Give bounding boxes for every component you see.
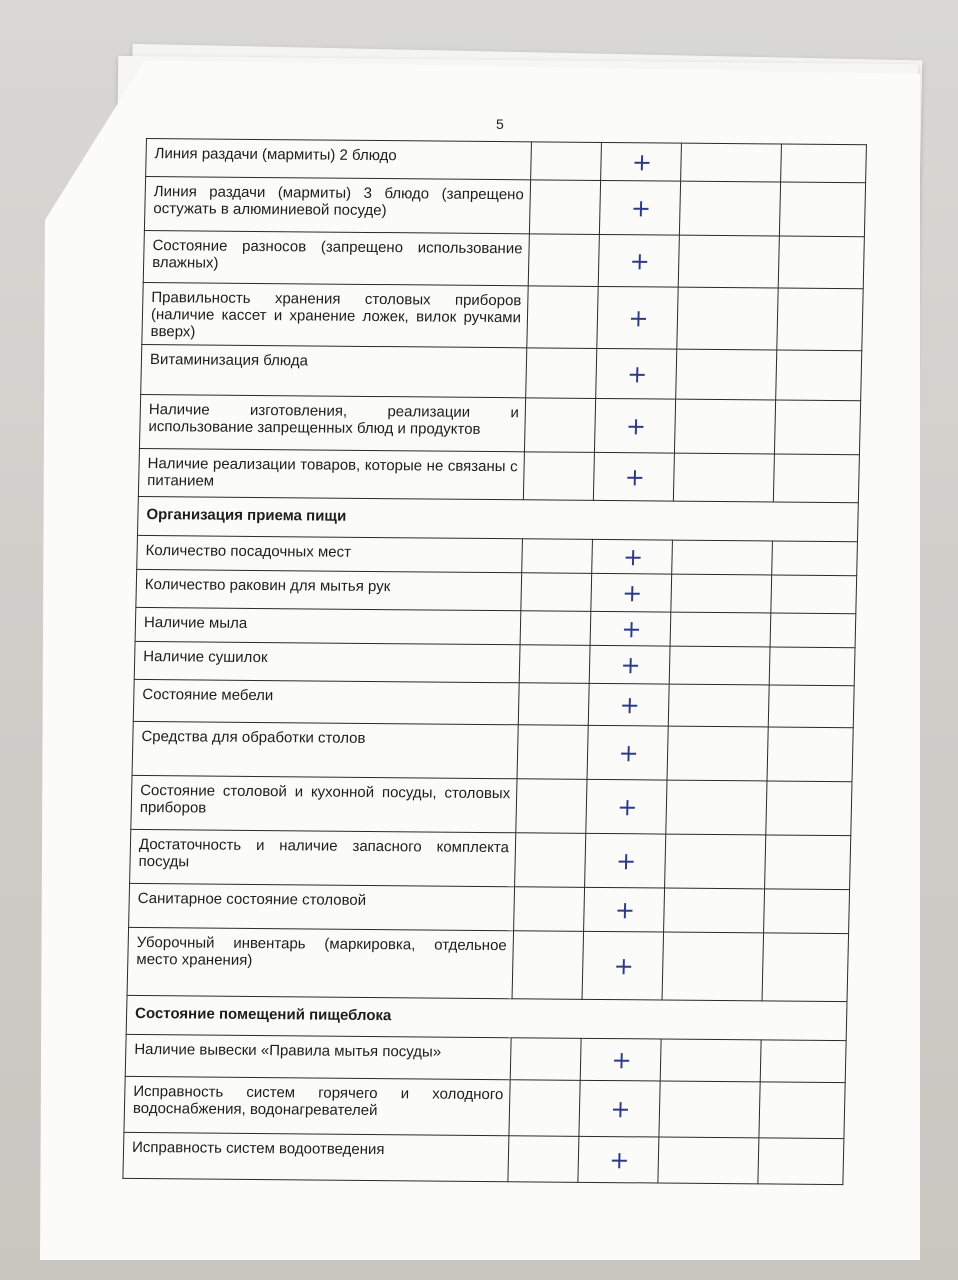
table-row [146, 139, 867, 183]
criterion-label: Состояние мебели [133, 679, 519, 724]
handwritten-plus-mark: + [598, 234, 679, 287]
empty-cell [528, 234, 599, 287]
criterion-label: Витаминизация блюда [141, 344, 527, 397]
empty-cell [768, 685, 854, 728]
empty-cell [524, 398, 595, 453]
empty-cell [779, 182, 865, 237]
empty-cell [777, 288, 863, 351]
empty-cell [527, 286, 598, 349]
empty-cell [766, 781, 852, 836]
empty-cell [681, 143, 782, 182]
empty-cell [522, 539, 593, 574]
empty-cell [523, 452, 594, 501]
criterion-label: Количество раковин для мытья рук [136, 569, 522, 610]
handwritten-plus-mark: + [601, 142, 682, 181]
section-heading: Состояние помещений пищеблока [126, 995, 847, 1040]
criterion-label: Линия раздачи (мармиты) 3 блюдо (запрещено остужать в алюминиевой посуде) [144, 176, 530, 233]
table-row [134, 641, 855, 685]
checklist-table [122, 138, 867, 1185]
section-heading: Организация приема пищи [137, 496, 858, 541]
empty-cell [519, 645, 590, 684]
table-row [139, 394, 860, 454]
empty-cell [516, 779, 587, 834]
empty-cell [778, 236, 864, 289]
handwritten-plus-mark: + [589, 645, 670, 684]
criterion-label: Средства для обработки столов [132, 721, 518, 778]
empty-cell [760, 1040, 846, 1083]
empty-cell [679, 181, 780, 236]
criterion-label: Правильность хранения столовых приборов (наличие кассет и хранение ложек, вилок ручками вверх) [142, 282, 528, 347]
empty-cell [510, 1038, 581, 1081]
empty-cell [764, 889, 850, 934]
empty-cell [759, 1082, 845, 1139]
empty-cell [521, 573, 592, 612]
criterion-label: Наличие вывески «Правила мытья посуды» [125, 1034, 511, 1079]
empty-cell [676, 349, 777, 400]
handwritten-plus-mark: + [593, 452, 674, 501]
empty-cell [515, 833, 586, 888]
empty-cell [518, 683, 589, 726]
handwritten-plus-mark: + [594, 398, 675, 453]
section-row [126, 995, 847, 1040]
empty-cell [670, 612, 771, 647]
table-row [123, 1132, 844, 1184]
table-row [131, 775, 852, 835]
empty-cell [667, 726, 768, 781]
criterion-label: Состояние разносов (запрещено использование влажных) [143, 230, 529, 285]
handwritten-plus-mark: + [587, 725, 668, 780]
empty-cell [762, 933, 849, 1002]
empty-cell [776, 350, 862, 401]
empty-cell [531, 142, 602, 181]
table-row [127, 927, 849, 1001]
empty-cell [673, 453, 774, 502]
empty-cell [660, 1039, 761, 1082]
empty-cell [664, 888, 765, 933]
empty-cell [669, 646, 770, 685]
criterion-label: Исправность систем водоотведения [123, 1132, 509, 1181]
empty-cell [674, 399, 775, 454]
empty-cell [659, 1081, 760, 1138]
empty-cell [772, 541, 858, 576]
table-row [138, 448, 859, 502]
table-row [132, 721, 853, 781]
empty-cell [767, 727, 853, 782]
table-row [142, 282, 863, 350]
empty-cell [526, 348, 597, 399]
table-row [136, 569, 857, 613]
handwritten-plus-mark: + [588, 683, 669, 726]
empty-cell [758, 1138, 844, 1185]
empty-cell [658, 1137, 759, 1184]
empty-cell [765, 835, 851, 890]
empty-cell [512, 931, 584, 1000]
empty-cell [517, 725, 588, 780]
criterion-label: Состояние столовой и кухонной посуды, столовых приборов [131, 775, 517, 832]
empty-cell [773, 454, 859, 503]
handwritten-plus-mark: + [596, 348, 677, 399]
table-row [141, 344, 862, 400]
empty-cell [770, 613, 856, 648]
criterion-label: Санитарное состояние столовой [129, 883, 515, 930]
table-row [130, 829, 851, 889]
criterion-label: Наличие сушилок [134, 641, 520, 682]
criterion-label: Наличие реализации товаров, которые не связаны с питанием [138, 448, 524, 499]
handwritten-plus-mark: + [592, 539, 673, 574]
empty-cell [509, 1080, 580, 1137]
criterion-label: Наличие мыла [135, 607, 521, 644]
criterion-label: Количество посадочных мест [137, 535, 523, 572]
table-row [125, 1034, 846, 1082]
handwritten-plus-mark: + [582, 931, 664, 1000]
checklist-table-wrapper [122, 138, 910, 1186]
criterion-label: Наличие изготовления, реализации и использование запрещенных блюд и продуктов [139, 394, 525, 451]
section-row [137, 496, 858, 541]
handwritten-plus-mark: + [580, 1038, 661, 1081]
table-row [143, 230, 864, 288]
empty-cell [677, 287, 778, 350]
handwritten-plus-mark: + [591, 573, 672, 612]
table-row [144, 176, 865, 236]
empty-cell [520, 611, 591, 646]
empty-cell [781, 144, 867, 183]
empty-cell [668, 684, 769, 727]
empty-cell [662, 932, 764, 1001]
handwritten-plus-mark: + [579, 1080, 660, 1137]
table-row [133, 679, 854, 727]
handwritten-plus-mark: + [597, 286, 678, 349]
table-row [124, 1076, 845, 1138]
empty-cell [771, 575, 857, 614]
empty-cell [508, 1136, 579, 1183]
empty-cell [671, 574, 772, 613]
empty-cell [678, 235, 779, 288]
handwritten-plus-mark: + [585, 833, 666, 888]
criterion-label: Достаточность и наличие запасного комплекта посуды [130, 829, 516, 886]
empty-cell [769, 647, 855, 686]
handwritten-plus-mark: + [584, 887, 665, 932]
criterion-label: Уборочный инвентарь (маркировка, отдельное место хранения) [127, 927, 514, 998]
empty-cell [665, 834, 766, 889]
empty-cell [529, 180, 600, 235]
handwritten-plus-mark: + [599, 180, 680, 235]
table-row [129, 883, 850, 933]
handwritten-plus-mark: + [590, 611, 671, 646]
criterion-label: Линия раздачи (мармиты) 2 блюдо [146, 139, 532, 180]
empty-cell [514, 887, 585, 932]
empty-cell [672, 540, 773, 575]
page-number: 5 [496, 116, 504, 132]
handwritten-plus-mark: + [586, 779, 667, 834]
criterion-label: Исправность систем горячего и холодного водоснабжения, водонагревателей [124, 1076, 510, 1135]
handwritten-plus-mark: + [578, 1136, 659, 1183]
empty-cell [666, 780, 767, 835]
empty-cell [774, 400, 860, 455]
